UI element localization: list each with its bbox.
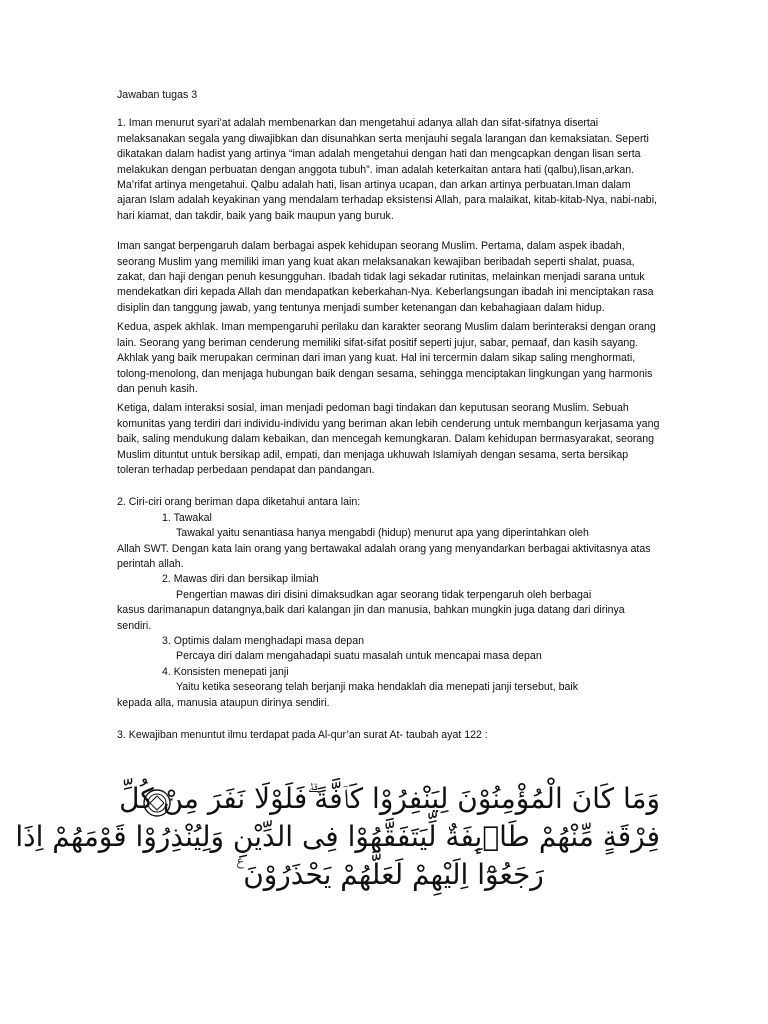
list-item-body: [117, 649, 661, 664]
verse-end-marker-icon: [142, 788, 172, 818]
characteristics-list: [117, 511, 661, 711]
list-item-body-first-line: Pengertian mawas diri disini dimaksudkan agar seorang tidak terpengaruh oleh berbagai: [176, 588, 592, 601]
list-item-body-rest: kepada alla, manusia ataupun dirinya sendiri.: [117, 696, 330, 709]
answer-3-intro: 3. Kewajiban menuntut ilmu terdapat pada Al-qur’an surat At- taubah ayat 122 :: [117, 729, 488, 742]
document-title: Jawaban tugas 3: [117, 89, 198, 101]
list-item-body: [117, 588, 661, 634]
list-item-body-rest: kasus darimanapun datangnya,baik dari kalangan jin dan manusia, bahkan mungkin juga datang dari dirinya sendiri.: [117, 604, 625, 632]
list-item-title: 2. Mawas diri dan bersikap ilmiah: [162, 573, 319, 586]
answer-2-intro: 2. Ciri-ciri orang beriman dapa diketahui antara lain:: [117, 496, 361, 509]
list-item-body-first-line: Yaitu ketika seseorang telah berjanji maka hendaklah dia menepati janji tersebut, baik: [176, 681, 579, 694]
list-item-body-first-line: Percaya diri dalam mengahadapi suatu masalah untuk mencapai masa depan: [176, 650, 542, 663]
quran-verse-block: [15, 780, 660, 894]
answer-1-paragraph-2: Iman sangat berpengaruh dalam berbagai aspek kehidupan seorang Muslim. Pertama, dalam aspek ibadah, seorang Muslim yang memiliki iman yang kuat akan melaksanakan kewajiban beribadah seperti shalat, puasa, zakat, dan haji dengan penuh kesungguhan. Ibadah tidak lagi sekadar rutinitas, melainkan menjadi sarana untuk mendekatkan diri kepada Allah dan mendapatkan keberkahan-Nya. Keberlangsungan ibadah ini menciptakan rasa disiplin dan tanggung jawab, yang tentunya menjadi sumber ketenangan dan kebahagiaan dalam hidup.: [117, 240, 654, 314]
arabic-verse-line-3: رَجَعُوْٓا اِلَيْهِمْ لَعَلَّهُمْ يَحْذَرُوْنَ ࣖ: [236, 858, 544, 891]
list-item: [117, 665, 661, 711]
answer-1-paragraph-4: Ketiga, dalam interaksi sosial, iman menjadi pedoman bagi tindakan dan keputusan seorang Muslim. Sebuah komunitas yang terdiri dari individu-individu yang beriman akan lebih cenderung untuk membangun kerjasama yang baik, saling mendukung dalam kebaikan, dan mencegah kemungkaran. Dalam kehidupan bermasyarakat, seorang Muslim dituntut untuk bersikap adil, empati, dan menjaga ukhuwah Islamiyah dengan sesama, serta bersikap toleran terhadap perbedaan pendapat dan pandangan.: [117, 402, 660, 476]
document-body: [117, 88, 661, 743]
list-item: [117, 572, 661, 634]
arabic-verse-line-2: فِرْقَةٍ مِّنْهُمْ طَاۤىِٕفَةٌ لِّيَتَفَقَّهُوْا فِى الدِّيْنِ وَلِيُنْذِرُوْا قَوْمَهُمْ اِذَا: [15, 820, 660, 853]
list-item-body-rest: Allah SWT. Dengan kata lain orang yang bertawakal adalah orang yang menyandarkan berbagai aktivitasnya atas perintah allah.: [117, 542, 651, 570]
arabic-verse-line-1: وَمَا كَانَ الْمُؤْمِنُوْنَ لِيَنْفِرُوْا كَاۤفَّةً ۗفَلَوْلَا نَفَرَ مِنْ كُلِّ: [119, 782, 660, 815]
list-item-title: 1. Tawakal: [162, 511, 212, 524]
list-item: [162, 634, 661, 665]
list-item: [117, 511, 661, 573]
list-item-title: 4. Konsisten menepati janji: [162, 665, 289, 678]
list-item-body: [117, 526, 661, 572]
list-item-body: [117, 680, 661, 711]
answer-1-paragraph-1: 1. Iman menurut syari’at adalah membenarkan dan mengetahui adanya allah dan sifat-sifatnya disertai melaksanakan segala yang diwajibkan dan disunahkan serta menjauhi segala larangan dan kemaksiatan. Seperti dikatakan dalam hadist yang artinya “iman adalah mengetahui dengan hati dan mengcapkan dengan lisan serta melakukan dengan perbuatan dengan anggota tubuh”. iman adalah keterkaitan antara hati (qalbu),lisan,arkan. Ma’rifat artinya mengetahui. Qalbu adalah hati, lisan artinya ucapan, dan arkan artinya perbuatan.Iman dalam ajaran Islam adalah keyakinan yang mendalam terhadap eksistensi Allah, para malaikat, kitab-kitab-Nya, nabi-nabi, hari kiamat, dan takdir, baik yang baik maupun yang buruk.: [117, 117, 657, 222]
answer-1-paragraph-3: Kedua, aspek akhlak. Iman mempengaruhi perilaku dan karakter seorang Muslim dalam berinteraksi dengan orang lain. Seorang yang beriman cenderung memiliki sifat-sifat positif seperti jujur, sabar, pemaaf, dan kasih sayang. Akhlak yang baik merupakan cerminan dari iman yang kuat. Hal ini tercermin dalam sikap saling menghormati, tolong-menolong, dan menjaga hubungan baik dengan sesama, sehingga menciptakan lingkungan yang harmonis dan penuh kasih.: [117, 321, 656, 395]
list-item-title: 3. Optimis dalam menghadapi masa depan: [162, 635, 364, 647]
list-item-body-first-line: Tawakal yaitu senantiasa hanya mengabdi (hidup) menurut apa yang diperintahkan oleh: [176, 527, 589, 540]
